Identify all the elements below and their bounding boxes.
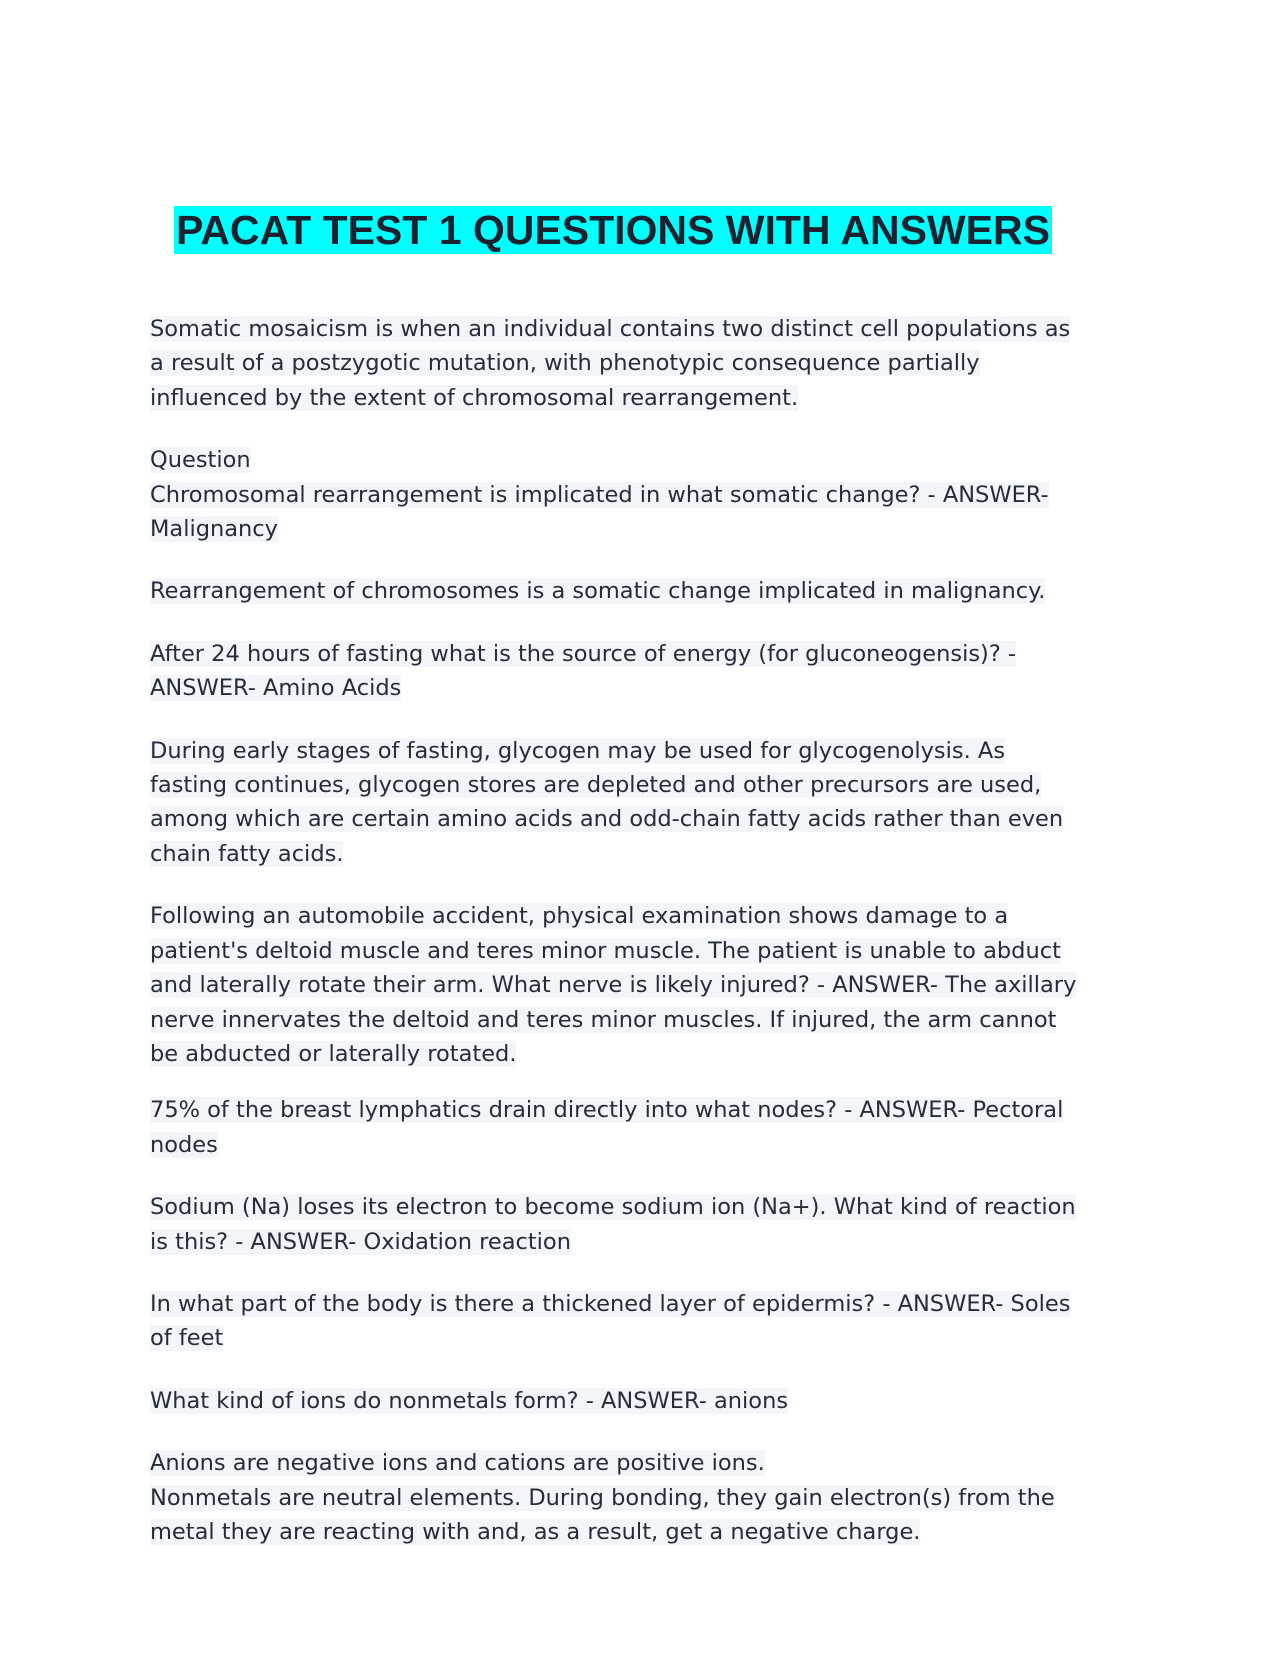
paragraph: [150, 1287, 1130, 1356]
text-line: influenced by the extent of chromosomal rearrangement.: [150, 384, 799, 411]
text-line: and laterally rotate their arm. What nerve is likely injured? - ANSWER- The axillary: [150, 972, 1077, 999]
text-line: After 24 hours of fasting what is the source of energy (for gluconeogensis)? -: [150, 640, 1017, 667]
paragraph: [150, 574, 1130, 608]
paragraph: [150, 637, 1130, 706]
text-line: Following an automobile accident, physical examination shows damage to a: [150, 903, 1009, 930]
text-line: In what part of the body is there a thickened layer of epidermis? - ANSWER- Soles: [150, 1290, 1071, 1317]
text-line: metal they are reacting with and, as a result, get a negative charge.: [150, 1518, 921, 1545]
text-line: patient's deltoid muscle and teres minor muscle. The patient is unable to abduct: [150, 937, 1061, 964]
title-block: [174, 206, 1052, 254]
paragraph: [150, 734, 1130, 872]
text-line: be abducted or laterally rotated.: [150, 1040, 517, 1067]
text-line: nerve innervates the deltoid and teres minor muscles. If injured, the arm cannot: [150, 1006, 1057, 1033]
text-line: of feet: [150, 1325, 224, 1352]
text-line: fasting continues, glycogen stores are depleted and other precursors are used,: [150, 772, 1042, 799]
text-line: among which are certain amino acids and odd-chain fatty acids rather than even: [150, 806, 1064, 833]
paragraph: [150, 312, 1130, 415]
text-line: a result of a postzygotic mutation, with phenotypic consequence partially: [150, 350, 980, 377]
paragraph: [150, 1446, 1130, 1549]
text-line: Nonmetals are neutral elements. During bonding, they gain electron(s) from the: [150, 1484, 1055, 1511]
paragraph: [150, 1093, 1130, 1162]
document-body: [150, 312, 1130, 1549]
text-line: Somatic mosaicism is when an individual contains two distinct cell populations as: [150, 316, 1071, 342]
text-line: ANSWER- Amino Acids: [150, 675, 402, 702]
text-line: chain fatty acids.: [150, 840, 344, 867]
text-line: During early stages of fasting, glycogen may be used for glycogenolysis. As: [150, 737, 1006, 764]
text-line: nodes: [150, 1131, 218, 1158]
text-line: 75% of the breast lymphatics drain directly into what nodes? - ANSWER- Pectoral: [150, 1097, 1064, 1124]
text-line: What kind of ions do nonmetals form? - ANSWER- anions: [150, 1387, 789, 1414]
text-line: is this? - ANSWER- Oxidation reaction: [150, 1228, 571, 1255]
text-line: Rearrangement of chromosomes is a somatic change implicated in malignancy.: [150, 578, 1046, 605]
document-title: PACAT TEST 1 QUESTIONS WITH ANSWERS: [176, 207, 1050, 253]
text-line: Sodium (Na) loses its electron to become sodium ion (Na+). What kind of reaction: [150, 1194, 1076, 1221]
text-line: Anions are negative ions and cations are positive ions.: [150, 1450, 765, 1477]
paragraph: [150, 443, 1130, 546]
text-line: Question: [150, 447, 251, 474]
paragraph: [150, 1384, 1130, 1418]
paragraph: [150, 1190, 1130, 1259]
text-line: Chromosomal rearrangement is implicated in what somatic change? - ANSWER-: [150, 481, 1049, 508]
paragraph: [150, 899, 1130, 1071]
text-line: Malignancy: [150, 516, 278, 543]
